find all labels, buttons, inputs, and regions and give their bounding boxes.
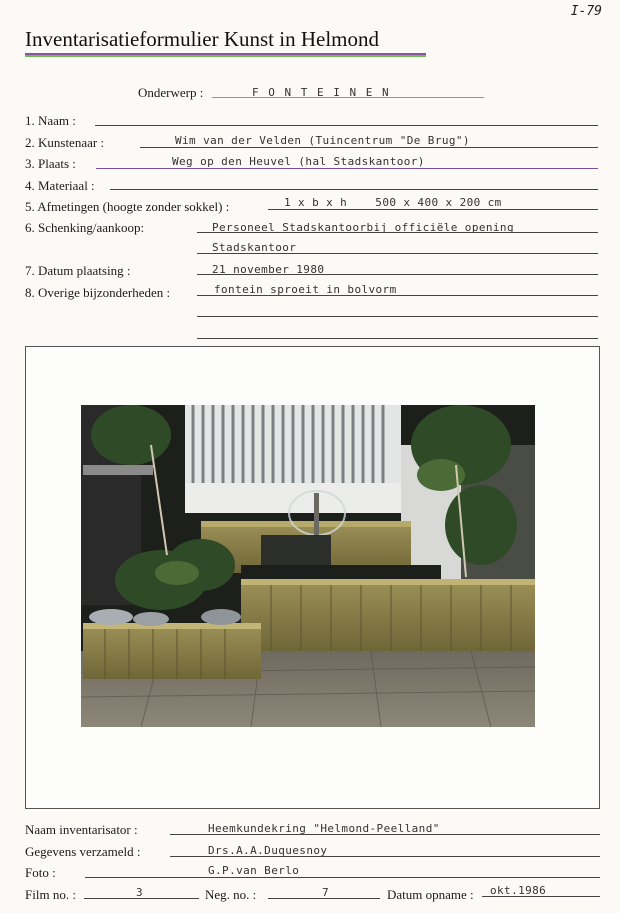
- footer-neg-label: Neg. no. :: [205, 887, 257, 902]
- footer-gegevens-line: [170, 856, 600, 857]
- footer-naam-label: Naam inventarisator :: [25, 822, 138, 837]
- footer-foto-line: [85, 877, 600, 878]
- footer-film-value: 3: [136, 886, 144, 899]
- footer-foto-value: G.P.van Berlo: [208, 864, 300, 877]
- footer-naam-value: Heemkundekring "Helmond-Peelland": [208, 822, 440, 835]
- field-kunstenaar-value: Wim van der Velden (Tuincentrum "De Brug"): [175, 134, 470, 147]
- footer-neg-line: [268, 898, 380, 899]
- field-materiaal-line: [110, 189, 598, 190]
- field-schenking-value: Personeel Stadskantoorbij officiële opening: [212, 221, 514, 234]
- field-naam-line: [95, 125, 598, 126]
- field-plaats-label: 3. Plaats :: [25, 156, 76, 171]
- field-afmetingen-line: [268, 209, 598, 210]
- title-underline-green: [25, 55, 426, 57]
- field-afmetingen-label: 5. Afmetingen (hoogte zonder sokkel) :: [25, 199, 230, 214]
- field-naam-label: 1. Naam :: [25, 113, 76, 128]
- field-schenking-line2: [197, 253, 598, 254]
- footer-gegevens-value: Drs.A.A.Duquesnoy: [208, 844, 328, 857]
- footer-foto-label: Foto :: [25, 865, 56, 880]
- field-materiaal-label: 4. Materiaal :: [25, 178, 95, 193]
- field-schenking-line: [197, 232, 598, 233]
- field-schenking-label: 6. Schenking/aankoop:: [25, 220, 145, 235]
- field-bijzonderheden-label: 8. Overige bijzonderheden :: [25, 285, 171, 300]
- field-kunstenaar-label: 2. Kunstenaar :: [25, 135, 105, 150]
- footer-datum-line: [482, 896, 600, 897]
- footer-datum-label: Datum opname :: [387, 887, 474, 902]
- onderwerp-label: Onderwerp :: [138, 85, 204, 100]
- field-schenking-value2: Stadskantoor: [212, 241, 297, 254]
- onderwerp-line: [212, 97, 484, 98]
- footer-naam-line: [170, 834, 600, 835]
- footer-film-label: Film no. :: [25, 887, 76, 902]
- footer-gegevens-label: Gegevens verzameld :: [25, 844, 141, 859]
- field-bijzonderheden-line2: [197, 316, 598, 317]
- footer-neg-value: 7: [322, 886, 330, 899]
- corner-code: I-79: [570, 4, 602, 19]
- fountain-photo: [81, 405, 535, 727]
- page-title: Inventarisatieformulier Kunst in Helmond: [25, 27, 379, 51]
- field-plaats-line: [96, 168, 598, 169]
- field-bijzonderheden-value: fontein sproeit in bolvorm: [214, 283, 397, 296]
- footer-datum-value: okt.1986: [490, 884, 547, 897]
- field-datum-plaatsing-line: [197, 274, 598, 275]
- field-plaats-value: Weg op den Heuvel (hal Stadskantoor): [172, 155, 425, 168]
- onderwerp-value: F O N T E I N E N: [252, 86, 391, 99]
- field-bijzonderheden-line: [197, 295, 598, 296]
- field-kunstenaar-line: [140, 147, 598, 148]
- field-datum-plaatsing-label: 7. Datum plaatsing :: [25, 263, 131, 278]
- field-bijzonderheden-line3: [197, 338, 598, 339]
- photo-frame: [25, 346, 600, 809]
- footer-film-line: [84, 898, 199, 899]
- field-datum-plaatsing-value: 21 november 1980: [212, 263, 325, 276]
- field-afmetingen-value: 1 x b x h 500 x 400 x 200 cm: [284, 196, 502, 209]
